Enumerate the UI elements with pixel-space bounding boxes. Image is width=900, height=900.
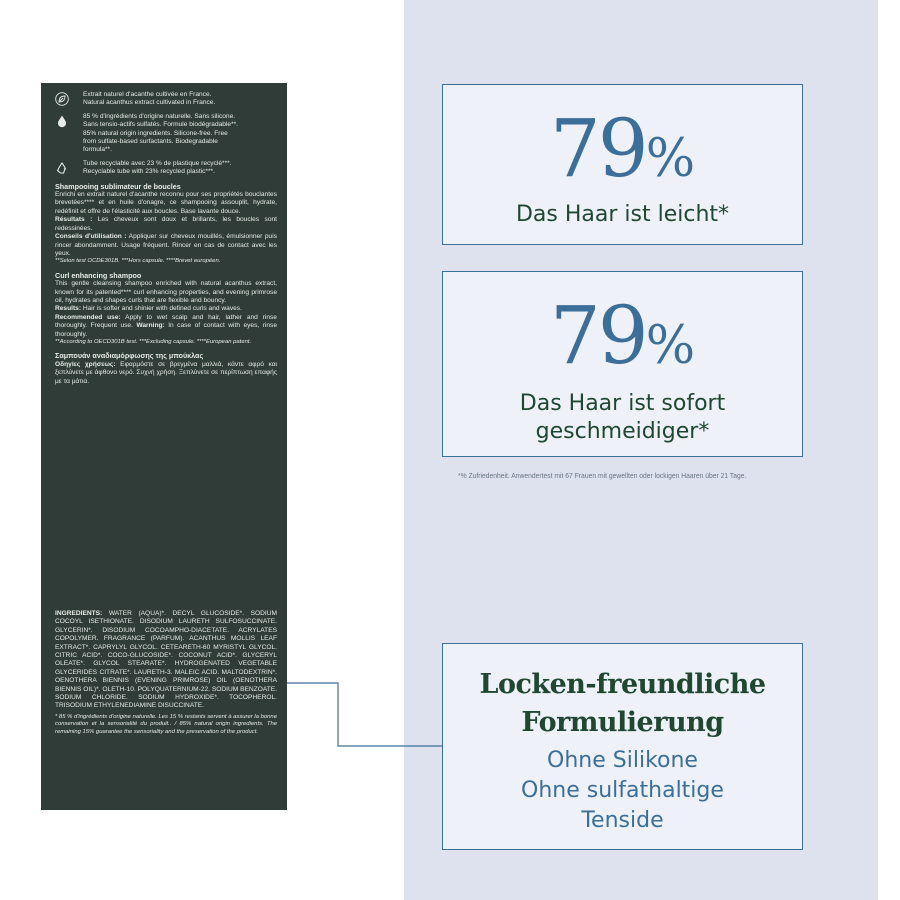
benefit-line3: Tenside [581,808,664,833]
fr-results: Les cheveux sont doux et brillants, les boucles sont redessinées. [55,216,277,232]
formula-title-line1: Locken-freundliche [479,669,766,700]
en-results-label: Results: [55,305,82,313]
recycle-icon [55,161,69,175]
en-body: This gentle cleansing shampoo enriched with natural acanthus extract, known for its patented**** curl enhancing properties, and evening primrose oil, hydrates and shapes curls that are flexible and bouncy. [55,280,277,304]
ingredients-footnote: * 85 % d'ingrédients d'origine naturelle. Les 15 % restants servent à assurer la bonne conservation et la sensorialité du produit.. / 85% natural origin ingredients. The remaining 15% guarantee the sensoriality and the preservation of the product. [55,713,277,735]
gr-text [55,361,277,386]
fr-text [55,191,277,258]
en-title: Curl enhancing shampoo [55,270,142,280]
stat-card-light [442,84,803,245]
label-claim-line: Sans tensio-actifs sulfatés. Formule biodégradable**. [83,121,239,129]
fr-results-label: Résultats : [55,216,93,224]
formula-benefits [443,746,802,836]
fr-body: Enrichi en extrait naturel d'acanthe reconnu pour ses propriétés bouclantes brevetées**** et en huile d'onagre, ce shampooing assouplit, hydrate, redéfinit et offre de l'élasticité aux boucles. Base lavante douce. [55,191,277,215]
ingredients-text: WATER (AQUA)*. DECYL GLUCOSIDE*. SODIUM COCOYL ISETHIONATE. DISODIUM LAURETH SULFOSUCCINATE. GLYCERIN*. DISODIUM COCOAMPHO-DIACETATE. ACRYLATES COPOLYMER. FRAGRANCE (PARFUM). ACANTHUS MOLLIS LEAF EXTRACT*. CAPRYLYL GLYCOL. CETEARETH-60 MYRISTYL GLYCOL. CITRIC ACID*. COCO-GLUCOSIDE*. COCONUT ACID*. GLYCERYL OLEATE*. GLYCOL STEARATE*. HYDROGENATED VEGETABLE GLYCERIDES CITRATE*. LAURETH-3. MALEIC ACID. MALTODEXTRIN*. OENOTHERA BIENNIS (EVENING PRIMROSE) OIL (OENOTHERA BIENNIS OIL)*. OLETH-10. POLYQUATERNIUM-22. SODIUM BENZOATE. SODIUM CHLORIDE. SODIUM HYDROXIDE*. TOCOPHEROL. TRISODIUM ETHYLENEDIAMINE DISUCCINATE. [55,610,277,710]
survey-footnote: *% Zufriedenheit. Anwendertest mit 67 Frauen mit gewellten oder lockigen Haaren über 21 Tage. [458,471,747,480]
stat-number: 79 [549,289,646,382]
en-usage: Apply to wet scalp and hair, lather and rinse thoroughly. Frequent use. [55,313,277,330]
label-claim-line: 85% natural origin ingredients. Silicone-free. Free [83,129,228,137]
formula-card [442,643,803,850]
stat-caption-line1: Das Haar ist sofort [519,391,726,416]
en-usage-label: Recommended use: [55,313,121,321]
ingredients-block [55,610,277,736]
stat-caption-line2: geschmeidiger* [535,419,710,444]
label-claim-line: formula**. [83,146,112,154]
percent-sign: % [645,316,696,376]
stat-number: 79 [549,102,646,195]
label-claim-line: Extrait naturel d'acanthe cultivée en France. [83,91,212,98]
stat-percentage [443,289,802,386]
stat-caption: Das Haar ist leicht* [515,202,730,227]
label-claims [55,91,277,177]
formula-title-line2: Formulierung [521,707,724,738]
leaf-icon [55,92,69,106]
fr-usage: Appliquer sur cheveux mouillés, émulsionner puis rincer abondamment. Usage fréquent. Rincer en cas de contact avec les yeux. [55,233,277,257]
label-claim-text [83,91,277,108]
en-warning: In case of contact with eyes, rinse thoroughly. [55,322,277,338]
stat-card-smooth [442,271,803,457]
label-claim-line: 85 % d'ingrédients d'origine naturelle. Sans silicone. [83,112,236,120]
label-claim [55,160,277,177]
label-claim-line: Natural acanthus extract cultivated in France. [83,99,216,107]
percent-sign: % [645,129,696,189]
gr-title: Σαμπουάν αναδιαμόρφωσης της μπούκλας [55,351,204,361]
label-claim-text [83,160,277,177]
label-claim [55,113,277,155]
benefit-line2: Ohne sulfathaltige [521,778,724,803]
ingredients-label: INGREDIENTS: [55,610,103,617]
drop-icon [55,114,69,128]
product-label [41,83,287,810]
gr-usage-label: Οδηγίες χρήσεως: [55,360,116,368]
en-text [55,280,277,339]
label-claim-line: Tube recyclable avec 23 % de plastique recyclé***. [83,159,232,167]
fr-usage-label: Conseils d'utilisation : [55,233,127,241]
en-results: Hair is softer and shinier with defined curls and waves. [81,305,242,313]
fr-title: Shampooing sublimateur de boucles [55,181,181,191]
label-claim-text [83,113,277,155]
en-notes: **According to OECD301B test. ***Excluding capsule. ****European patent. [55,338,252,345]
formula-title [443,666,802,742]
label-claim-line: from sulfate-based surfactants. Biodegradable [83,138,218,146]
fr-notes: **Selon test OCDE301B. ***Hors capsule. ****Brevet européen. [55,258,221,265]
label-claim-line: Recyclable tube with 23% recycled plastic***. [83,168,215,176]
stat-percentage [443,102,802,199]
label-claim [55,91,277,108]
gr-usage: Εφαρμόστε σε βρεγμένα μαλλιά, κάντε αφρό και ξεπλύνετε με άφθονο νερό. Συχνή χρήση. Ξεπλύνετε σε περίπτωση επαφής με τα μάτια. [55,360,277,385]
en-warning-label: Warning: [136,322,165,330]
benefit-line1: Ohne Silikone [547,748,698,773]
